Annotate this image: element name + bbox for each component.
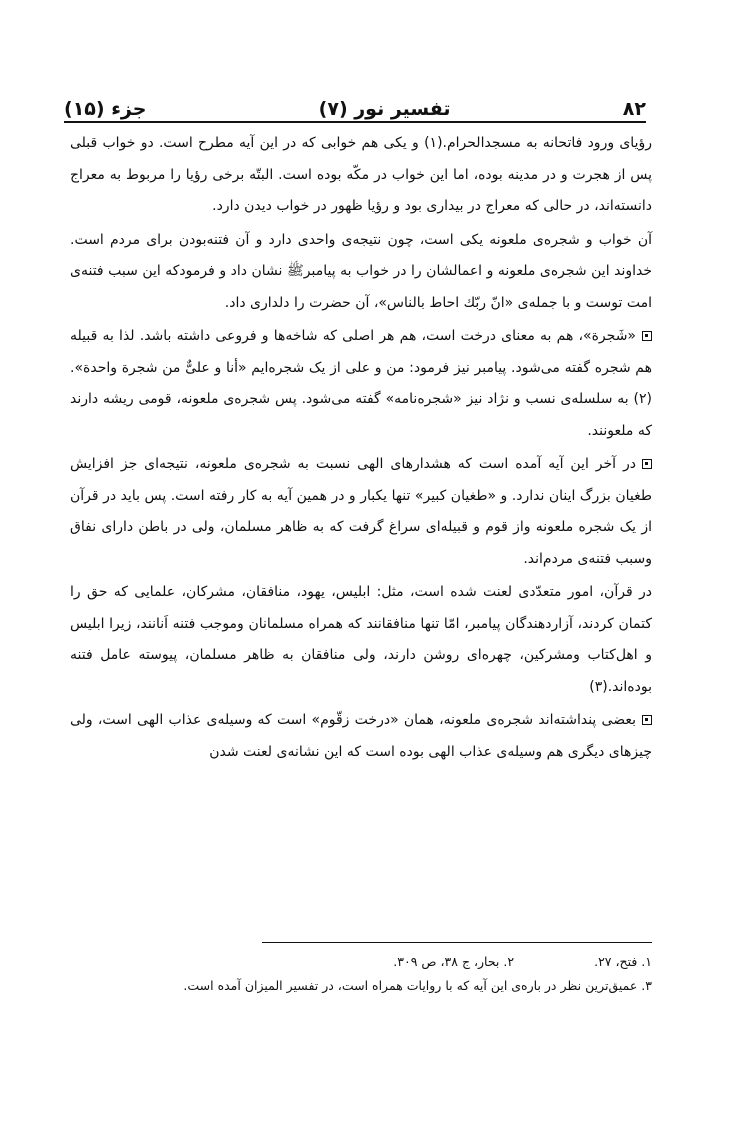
paragraph-text: «شَجرة»، هم به معنای درخت است، هم هر اصلی که شاخه‌ها و فروعی داشته باشد. لذا به قبیله هم شجره گفته می‌شود. پیامبر نیز فرمود: من و علی از یک شجره‌ایم «أنا و علیٌّ من شجرة واحدة».(۲) به سلسله‌ی نسب و نژاد نیز «شجره‌نامه» گفته می‌شود. پس شجره‌ی ملعونه، قومی ریشه دارند که ملعونند. xyxy=(70,328,652,439)
square-bullet-icon xyxy=(642,715,652,725)
bullet-paragraph-1 xyxy=(70,321,652,447)
part-label: جزء (۱۵) xyxy=(64,98,147,120)
square-bullet-icon xyxy=(642,459,652,469)
square-bullet-icon xyxy=(642,331,652,341)
page-body xyxy=(70,128,652,770)
footnotes xyxy=(70,950,652,998)
bullet-paragraph-3 xyxy=(70,705,652,768)
paragraph-3 xyxy=(70,577,652,703)
footnote-divider xyxy=(262,942,652,943)
footnote-3: ۳. عمیق‌ترین نظر در باره‌ی این آیه که با روایات همراه است، در تفسیر المیزان آمده است. xyxy=(183,978,652,993)
page-header xyxy=(64,88,646,120)
footnote-row xyxy=(70,950,652,974)
footnote-2: ۲. بحار، ج ۳۸، ص ۳۰۹. xyxy=(393,954,515,969)
paragraph-text: آن خواب و شجره‌ی ملعونه یکی است، چون نتیجه‌ی واحدی دارد و آن فتنه‌بودن برای مردم است. خداوند این شجره‌ی ملعونه و اعمالشان را در خواب به پیامبرﷺ نشان داد و فرمودکه این سبب فتنه‌ی امت توست و با جمله‌ی «انّ ربّك احاط بالناس»، آن حضرت را دلداری داد. xyxy=(70,231,652,311)
header-divider xyxy=(64,121,646,123)
paragraph-text: رؤیای ورود فاتحانه به مسجدالحرام.(۱) و یکی هم خوابی که در این آیه مطرح است. دو خواب قبلی پس از هجرت و در مدینه بوده، اما این خواب در مکّه بوده است. البتّه برخی رؤیا را مربوط به معراج دانسته‌اند، در حالی که معراج در بیداری بود و رؤیا ظهور در خواب دیدن دارد. xyxy=(70,135,652,214)
paragraph-text: در آخر این آیه آمده است که هشدارهای الهی نسبت به شجره‌ی ملعونه، نتیجه‌ای جز افزایش طغیان بزرگ اینان ندارد. و «طغیان کبیر» تنها یکبار و در همین آیه به کار رفته است. پس باید در قرآن از یک شجره ملعونه واز قوم و قبیله‌ای سراغ گرفت که به ظاهر مسلمان، ولی در باطن دارای نفاق وسبب فتنه‌ی مردم‌اند. xyxy=(70,456,652,567)
page-number: ۸۲ xyxy=(622,98,646,120)
bullet-paragraph-2 xyxy=(70,449,652,575)
book-title: تفسیر نور (۷) xyxy=(318,98,451,120)
paragraph-text: در قرآن، امور متعدّدی لعنت شده است، مثل: ابلیس، یهود، منافقان، مشرکان، علمایی که حق را کتمان کردند، آزاردهندگان پیامبر، امّا تنها منافقانند که همراه مسلمانان وموجب فتنه اَنانند، زیرا ابلیس و اهل‌کتاب ومشرکین، چهره‌ای روشن دارند، ولی منافقان به ظاهر مسلمان، پیوسته عامل فتنه بوده‌اند.(۳) xyxy=(70,584,652,695)
footnote-1: ۱. فتح، ۲۷. xyxy=(594,954,652,969)
paragraph-text: بعضی پنداشته‌اند شجره‌ی ملعونه، همان «درخت زقّوم» است که وسیله‌ی عذاب الهی است، ولی چیزهای دیگری هم وسیله‌ی عذاب الهی بوده است که این نشانه‌ی لعنت شدن xyxy=(70,712,652,760)
paragraph-2 xyxy=(70,225,652,320)
paragraph-1 xyxy=(70,128,652,223)
